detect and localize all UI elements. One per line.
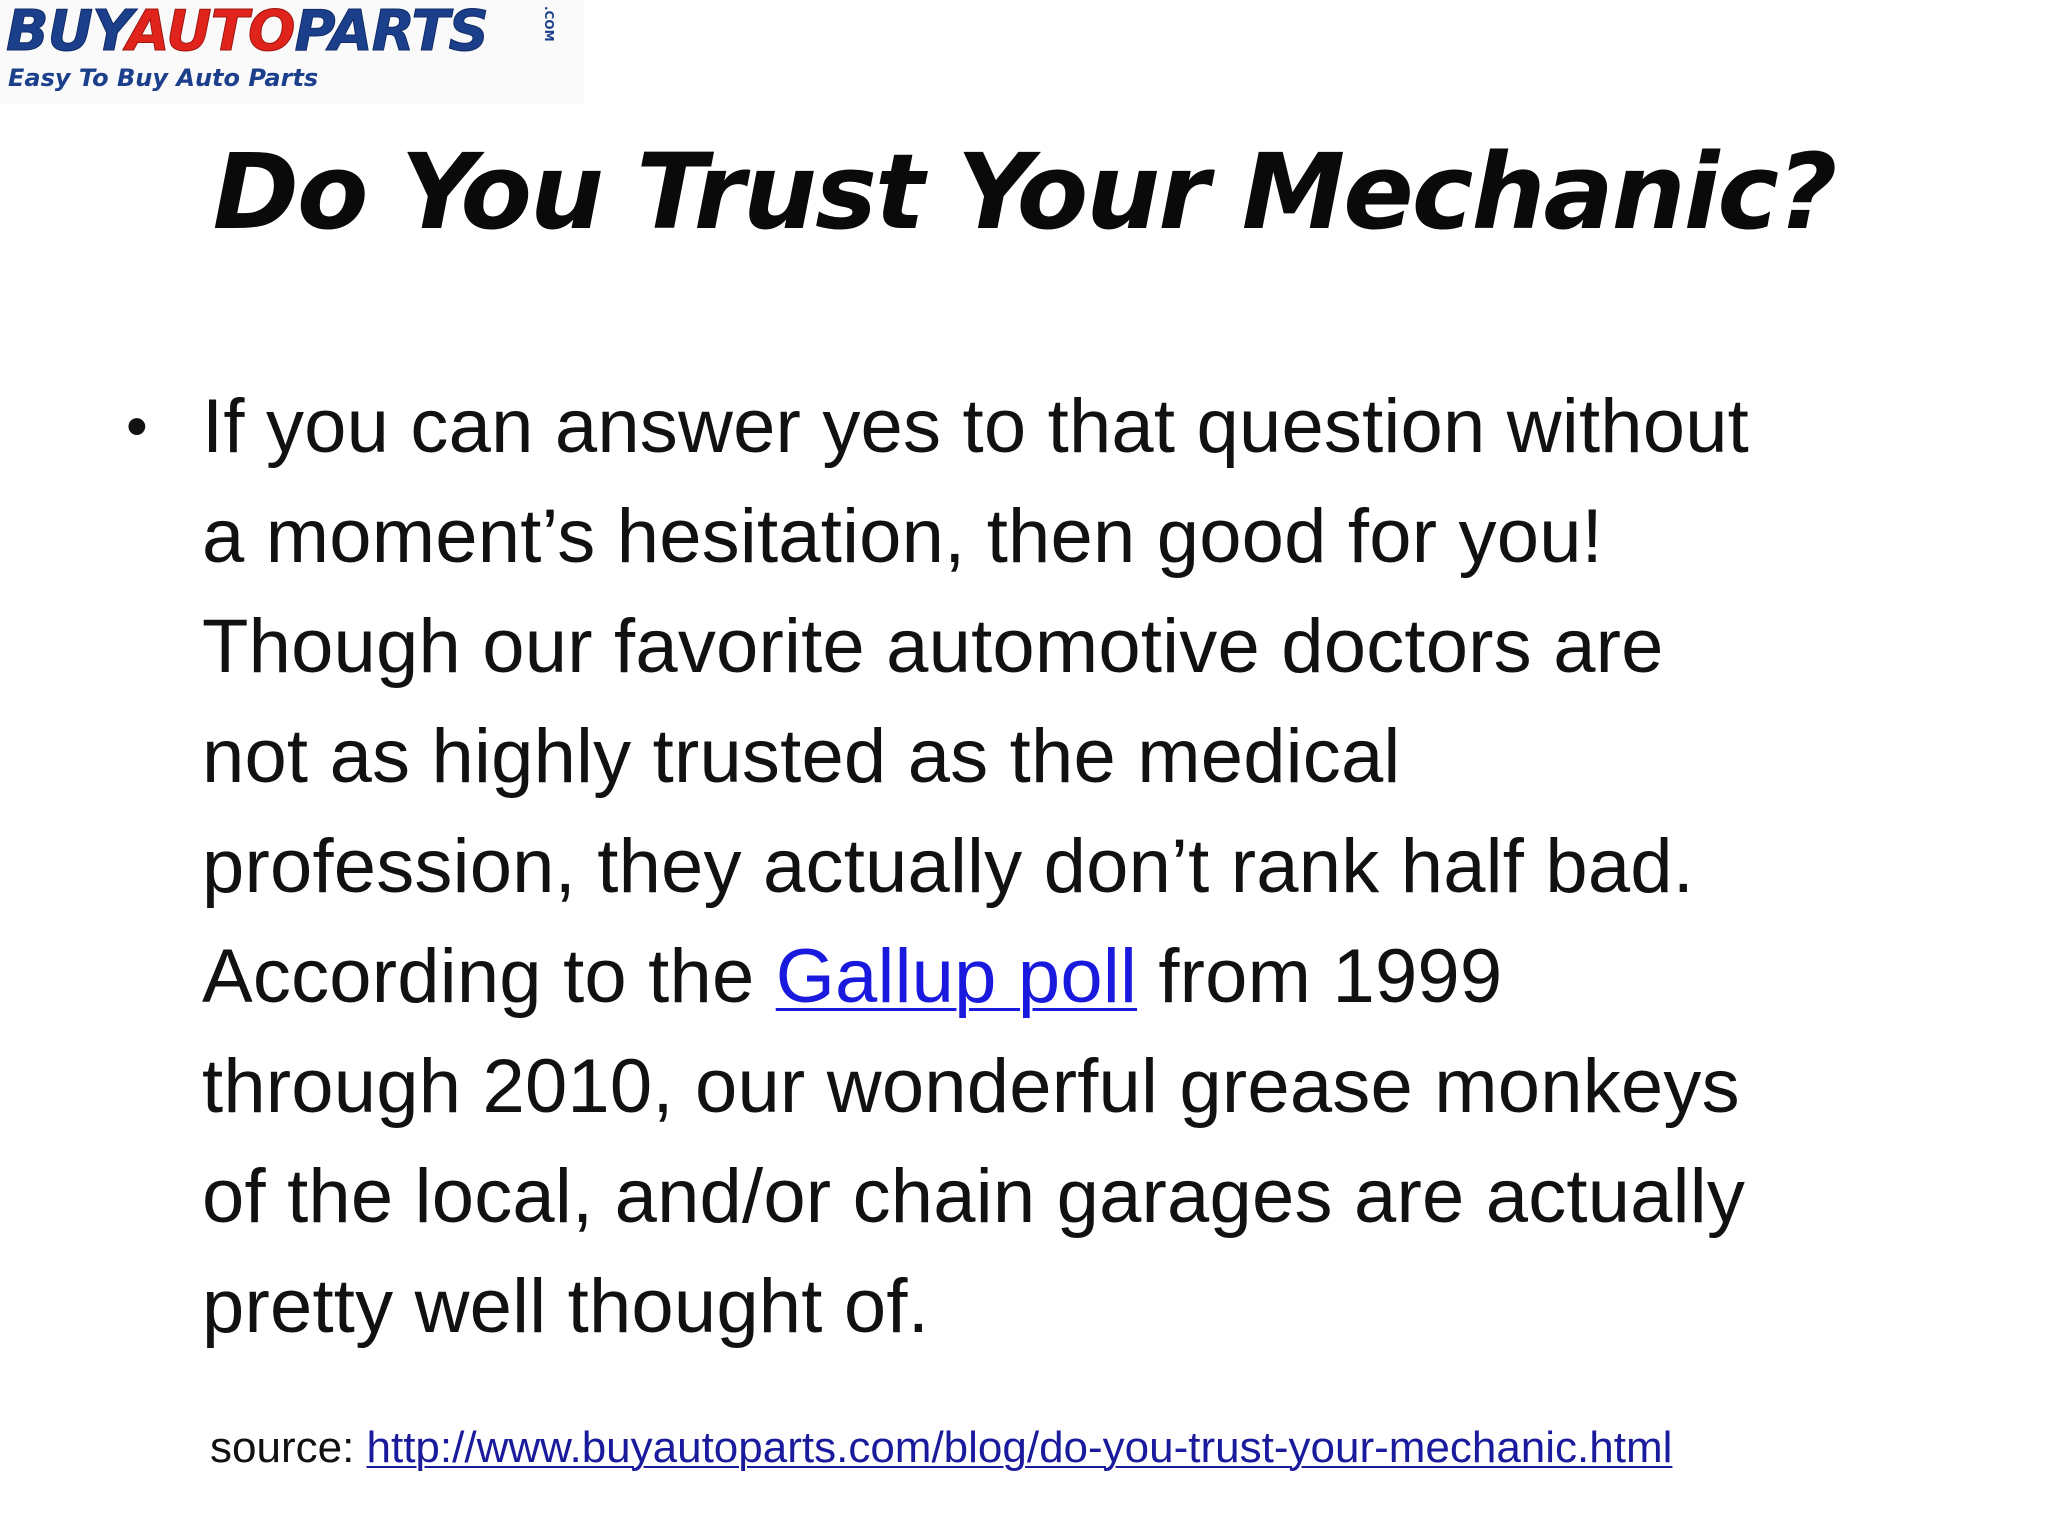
logo-dotcom: .COM bbox=[542, 6, 556, 42]
logo-tagline: Easy To Buy Auto Parts bbox=[8, 64, 319, 92]
logo-word-buy: BUY bbox=[6, 0, 127, 64]
source-citation bbox=[210, 1420, 1672, 1476]
gallup-poll-link[interactable]: Gallup poll bbox=[775, 934, 1138, 1019]
body-line-7: through 2010, our wonderful grease monkeys bbox=[202, 1044, 1740, 1129]
body-line-9: pretty well thought of. bbox=[202, 1264, 930, 1349]
body-line-6-after: from 1999 bbox=[1137, 934, 1503, 1019]
source-label: source: bbox=[210, 1423, 367, 1472]
body-line-5: profession, they actually don’t rank half bad. bbox=[202, 824, 1695, 909]
body-line-8: of the local, and/or chain garages are actually bbox=[202, 1154, 1746, 1239]
body-line-3: Though our favorite automotive doctors are bbox=[202, 604, 1664, 689]
slide-title: Do You Trust Your Mechanic? bbox=[212, 131, 1836, 253]
body-line-1: If you can answer yes to that question without bbox=[202, 384, 1749, 469]
source-url-link[interactable]: http://www.buyautoparts.com/blog/do-you-trust-your-mechanic.html bbox=[366, 1423, 1673, 1472]
brand-logo[interactable] bbox=[0, 0, 584, 104]
body-line-6-before: According to the bbox=[202, 934, 776, 1019]
logo-word-auto: AUTO bbox=[126, 0, 295, 64]
logo-wordmark bbox=[6, 0, 488, 64]
bullet-list bbox=[126, 372, 1986, 1362]
body-line-6 bbox=[202, 922, 1986, 1032]
bullet-item bbox=[126, 372, 1986, 1362]
body-line-4: not as highly trusted as the medical bbox=[202, 714, 1401, 799]
body-line-2: a moment’s hesitation, then good for you! bbox=[202, 494, 1603, 579]
logo-word-parts: PARTS bbox=[294, 0, 488, 64]
bullet-dot-icon: • bbox=[126, 392, 148, 461]
